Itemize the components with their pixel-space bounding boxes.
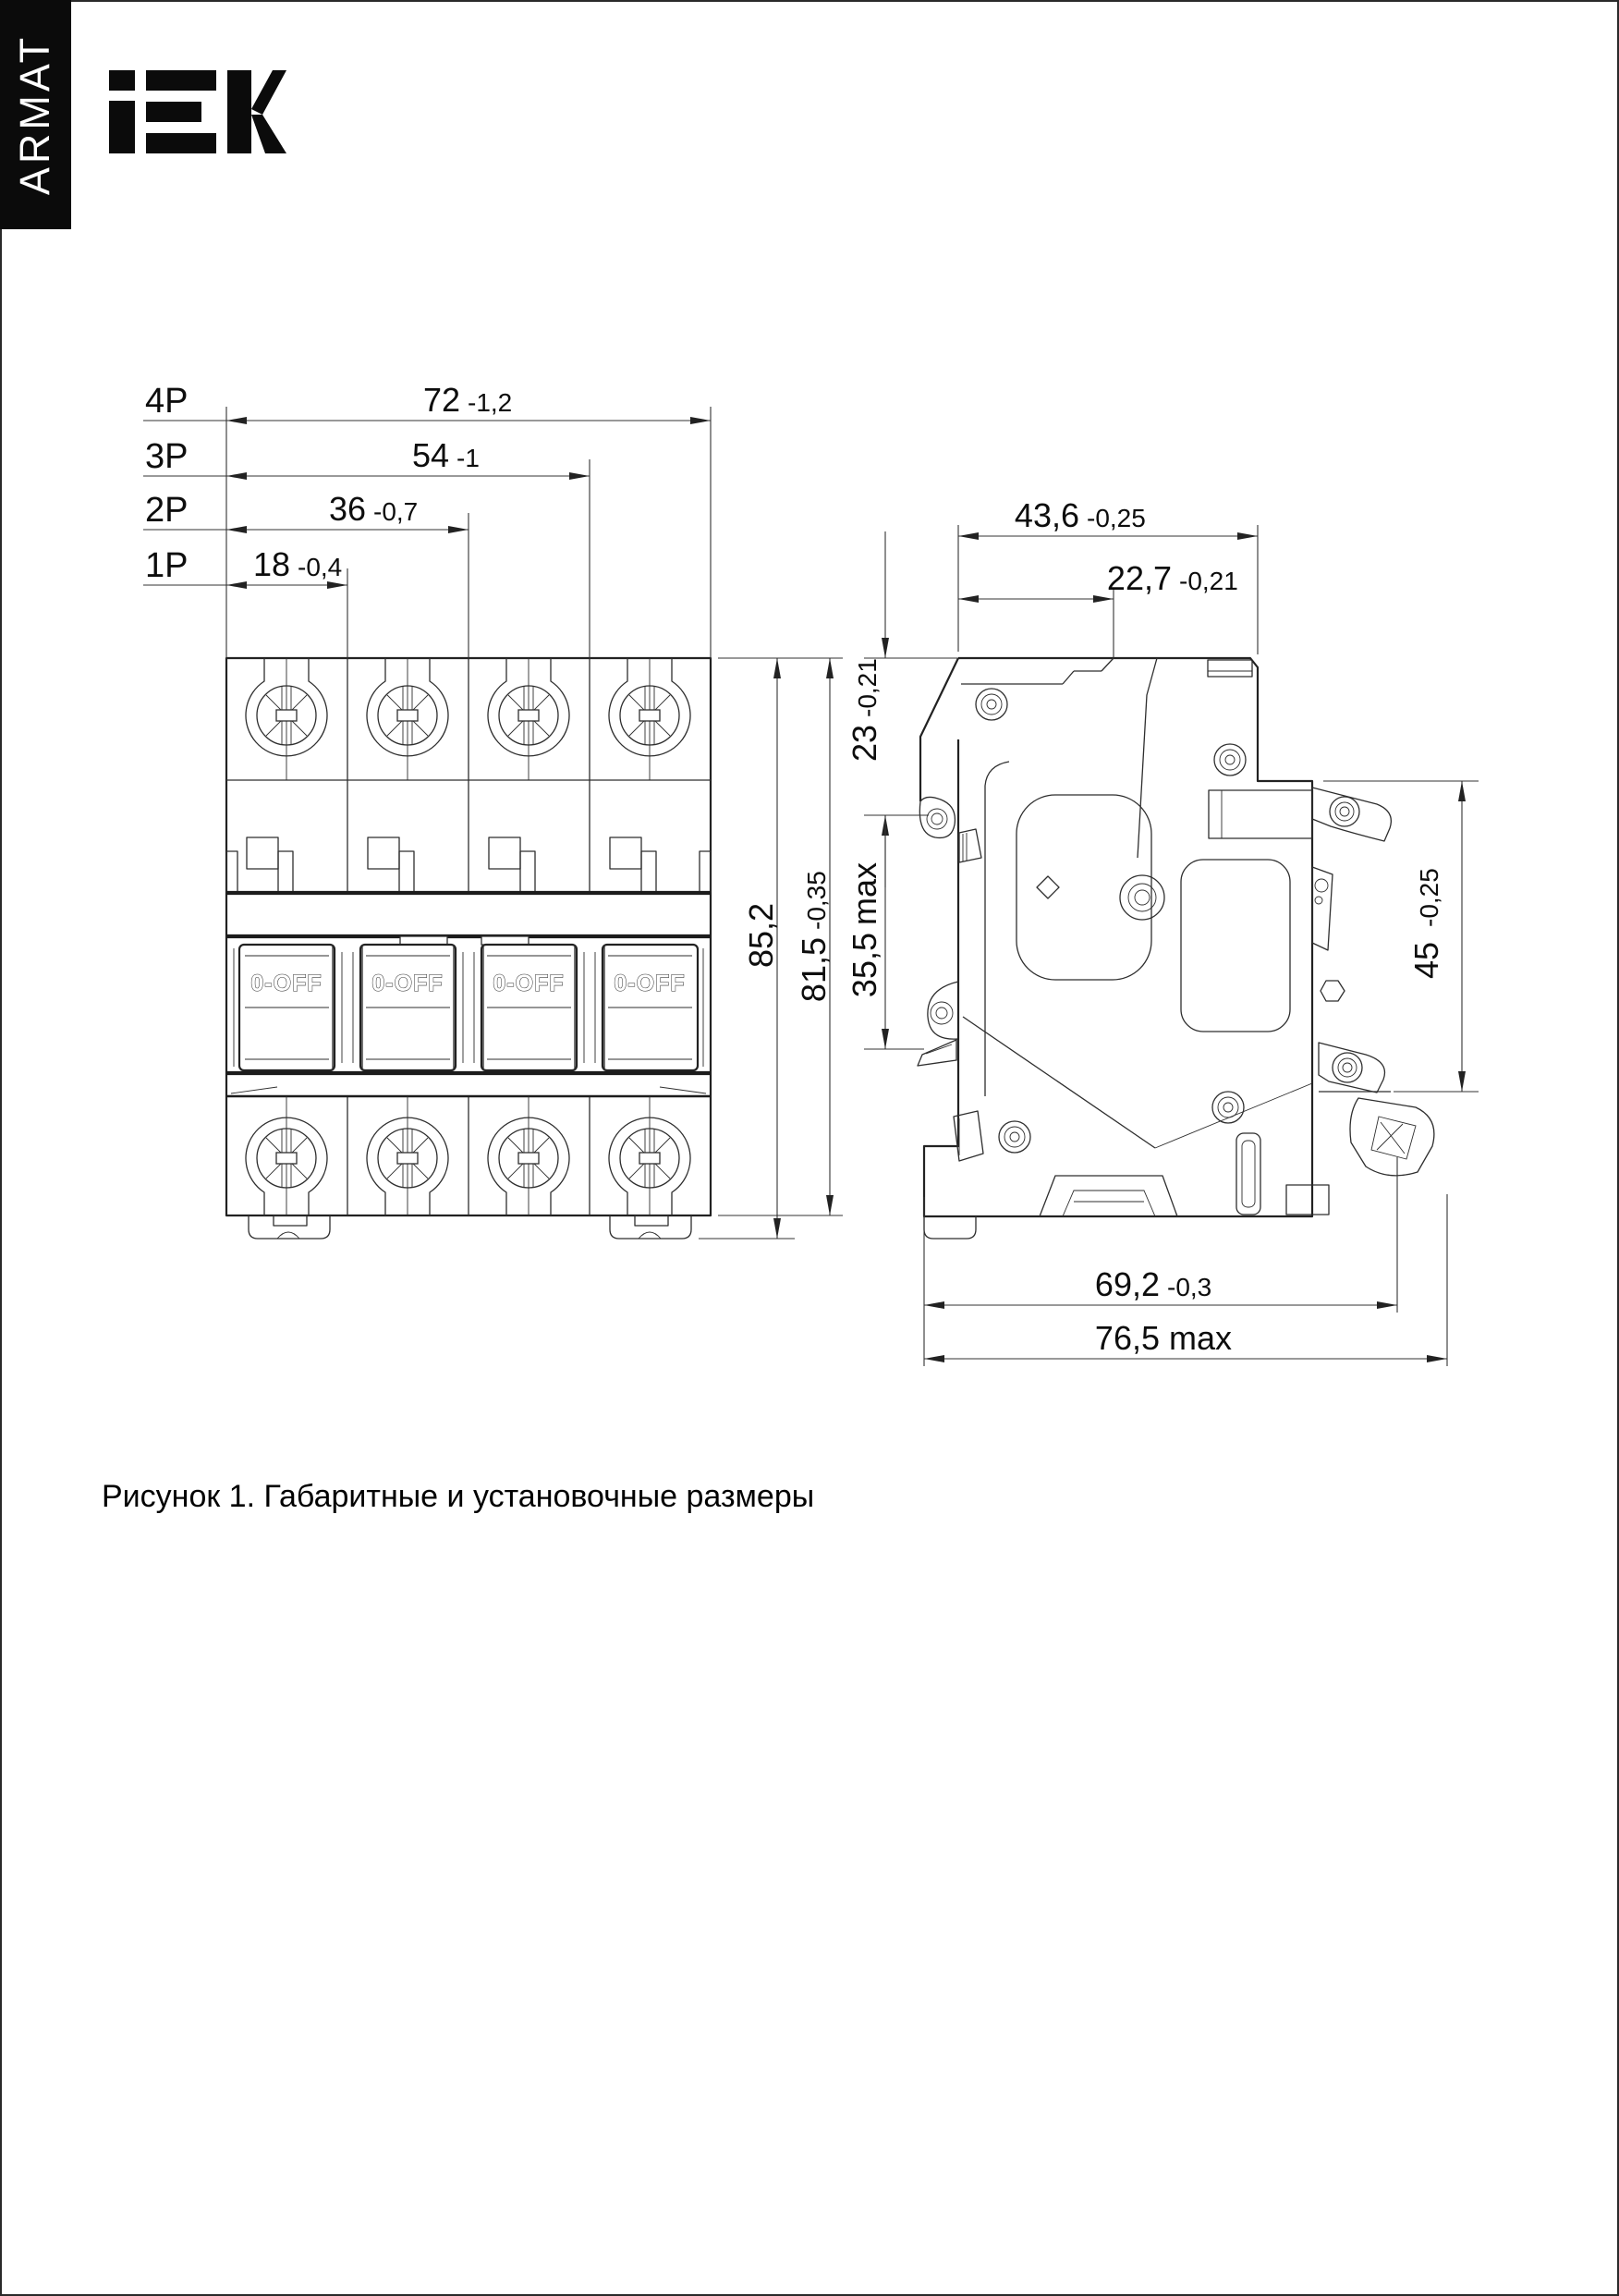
pole-label-4p: 4P [145, 382, 189, 421]
dim-18-value: 18 [252, 545, 290, 583]
dim-35-5-suffix: max [846, 861, 883, 925]
handle-label-2: 0-OFF [371, 971, 444, 996]
front-view [226, 658, 711, 1239]
dim-22-7-tol: -0,21 [1179, 567, 1238, 595]
dim-81-5-tol: -0,35 [802, 871, 831, 930]
side-dimensions [846, 496, 1479, 1366]
dim-85-2-value: 85,2 [742, 902, 780, 969]
dim-36-tol: -0,7 [373, 497, 419, 526]
side-view [918, 658, 1434, 1239]
front-handles [234, 945, 703, 1070]
dim-36-value: 36 [328, 490, 366, 528]
dim-23-value: 23 [846, 725, 883, 763]
dim-43-6-tol: -0,25 [1087, 504, 1146, 532]
dim-45-tol: -0,25 [1415, 868, 1443, 927]
armat-brand-label: ARMAT [11, 33, 59, 196]
handle-label-3: 0-OFF [493, 971, 565, 996]
pole-label-1p: 1P [145, 546, 189, 585]
handle-label-4: 0-OFF [614, 971, 686, 996]
side-body-outline [924, 658, 1312, 1216]
dim-81-5-value: 81,5 [795, 937, 833, 1003]
front-dimensions [143, 381, 843, 1239]
dim-72-tol: -1,2 [468, 388, 513, 417]
pole-label-3p: 3P [145, 437, 189, 476]
dim-35-5-value: 35,5 [846, 933, 883, 998]
dim-18-tol: -0,4 [298, 553, 343, 581]
dim-22-7-value: 22,7 [1106, 559, 1172, 597]
dim-43-6-value: 43,6 [1014, 496, 1079, 534]
dim-69-2-value: 69,2 [1094, 1265, 1160, 1303]
dim-76-5-value: 76,5 [1094, 1319, 1160, 1357]
dim-76-5-suffix: max [1169, 1319, 1233, 1357]
dim-69-2-tol: -0,3 [1167, 1273, 1212, 1301]
dim-72-value: 72 [422, 381, 460, 419]
figure-caption: Рисунок 1. Габаритные и установочные размеры [102, 1479, 815, 1514]
pole-label-2p: 2P [145, 491, 189, 530]
dim-54-value: 54 [411, 436, 449, 474]
front-din-clips [249, 1215, 691, 1239]
handle-label-1: 0-OFF [250, 971, 323, 996]
dim-45-value: 45 [1407, 942, 1445, 980]
dim-23-tol: -0,21 [853, 658, 882, 717]
dim-54-tol: -1 [456, 444, 480, 472]
